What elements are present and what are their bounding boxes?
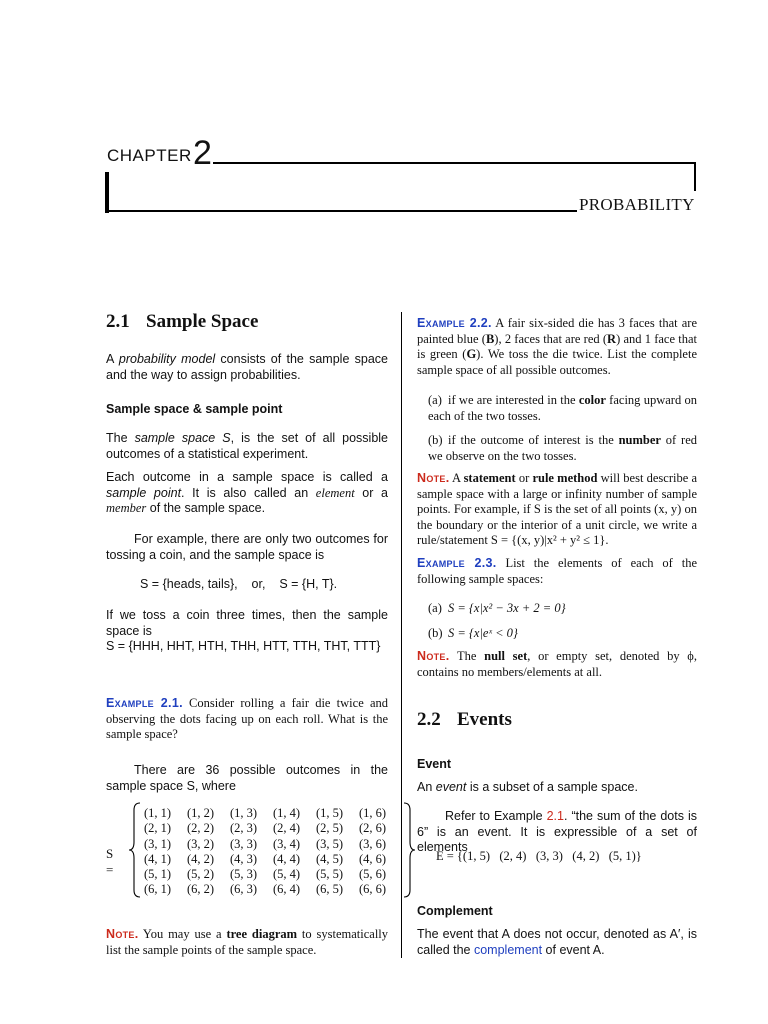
example-reference-link[interactable]: 2.1 <box>546 809 564 823</box>
intro-paragraph: A probability model consists of the sample space and the way to assign probabilities. <box>106 352 388 382</box>
matrix-cell: (3, 2) <box>187 836 215 851</box>
note-label: Note. <box>417 471 450 485</box>
matrix-cell: (6, 2) <box>187 882 215 897</box>
matrix-cell: (3, 3) <box>230 836 258 851</box>
example-2-2: Example 2.2. A fair six-sided die has 3 faces that are painted blue (B), 2 faces that are red (R) and 1 face that is green (G). We toss the die twice. List the complete sample space of all possible outcomes. <box>417 316 698 377</box>
matrix-cell: (3, 5) <box>316 836 344 851</box>
matrix-cell: (1, 4) <box>273 806 301 820</box>
matrix-cell: (6, 5) <box>316 882 344 897</box>
matrix-cell: (5, 6) <box>359 867 387 882</box>
chapter-rule-top <box>213 162 696 164</box>
matrix-cell: (4, 1) <box>144 851 172 866</box>
section-heading-2-1 <box>106 311 388 333</box>
three-toss-paragraph: If we toss a coin three times, then the sample space is <box>106 608 388 638</box>
matrix-cell: (5, 3) <box>230 867 258 882</box>
matrix-cell: (2, 2) <box>187 821 215 836</box>
matrix-cell: (4, 6) <box>359 851 387 866</box>
chapter-title: PROBABILITY <box>579 195 695 214</box>
three-toss-equation: S = {HHH, HHT, HTH, THH, HTT, TTH, THT, TTT} <box>106 639 381 653</box>
matrix-cell: (1, 1) <box>144 806 172 820</box>
complement-link[interactable]: complement <box>473 942 543 957</box>
answer-paragraph: There are 36 possible outcomes in the sample space S, where <box>106 763 388 793</box>
matrix-cell: (5, 5) <box>316 867 344 882</box>
section-heading-2-2 <box>417 709 697 731</box>
example-label: Example 2.1. <box>106 696 183 710</box>
example-2-3-a: (a) S = {x|x² − 3x + 2 = 0} <box>428 601 566 615</box>
example-label: Example 2.2. <box>417 316 492 330</box>
note-tree-diagram: Note. You may use a tree diagram to systematically list the sample points of the sample space. <box>106 927 389 957</box>
chapter-rule-left <box>105 172 109 213</box>
matrix-cell: (2, 5) <box>316 821 344 836</box>
right-brace-icon <box>402 802 416 898</box>
note-null-set: Note. The null set, or empty set, denoted by ϕ, contains no members/elements at all. <box>417 649 697 679</box>
matrix-cell: (5, 2) <box>187 867 215 882</box>
matrix-cell: (6, 1) <box>144 882 172 897</box>
matrix-cell: (1, 5) <box>316 806 344 820</box>
note-label: Note. <box>417 649 450 663</box>
matrix-cell: (2, 1) <box>144 821 172 836</box>
matrix-cell: (2, 6) <box>359 821 387 836</box>
section-title: Events <box>457 709 512 730</box>
matrix-cell: (2, 3) <box>230 821 258 836</box>
coin-equation: S = {heads, tails}, or, S = {H, T}. <box>140 577 338 591</box>
list-item-b: (b) if the outcome of interest is the number of red we observe on the two tosses. <box>428 433 698 463</box>
matrix-cell: (4, 4) <box>273 851 301 866</box>
matrix-cell: (3, 1) <box>144 836 172 851</box>
example-label: Example 2.3. <box>417 556 497 570</box>
example-2-3: Example 2.3. List the elements of each of the following sample spaces: <box>417 556 697 586</box>
list-item-a: (a) if we are interested in the color facing upward on each of the two tosses. <box>428 393 697 423</box>
subheading-event: Event <box>417 757 452 771</box>
note-rule-method: Note. A statement or rule method will best describe a sample space with a large or infinity number of sample points. For example, if S is the set of all points (x, y) on the boundary or the interior of a unit circle, we write a rule/statement S = {(x, y)|x² + y² ≤ 1}. <box>417 471 697 547</box>
matrix-cell: (4, 2) <box>187 851 215 866</box>
chapter-number: 2 <box>193 134 212 172</box>
complement-paragraph: The event that A does not occur, denoted as A′, is called the complement of event A. <box>417 927 697 957</box>
coin-paragraph: For example, there are only two outcomes for tossing a coin, and the sample space is <box>106 532 388 562</box>
matrix-cell: (1, 2) <box>187 806 215 820</box>
matrix-cell: (3, 6) <box>359 836 387 851</box>
section-title: Sample Space <box>146 311 259 332</box>
matrix-cell: (6, 4) <box>273 882 301 897</box>
matrix-grid <box>144 806 402 898</box>
chapter-rule-right <box>694 162 696 191</box>
matrix-label: S = <box>106 846 114 877</box>
matrix-cell: (1, 6) <box>359 806 387 820</box>
matrix-cell: (6, 3) <box>230 882 258 897</box>
matrix-cell: (1, 3) <box>230 806 258 820</box>
section-number: 2.1 <box>106 311 130 332</box>
matrix-cell: (4, 3) <box>230 851 258 866</box>
matrix-cell: (5, 1) <box>144 867 172 882</box>
event-equation: E = {(1, 5) (2, 4) (3, 3) (4, 2) (5, 1)} <box>436 849 642 863</box>
subheading-complement: Complement <box>417 904 493 918</box>
example-2-3-b: (b) S = {x|eˣ < 0} <box>428 626 518 640</box>
section-number: 2.2 <box>417 709 441 730</box>
refer-paragraph: Refer to Example 2.1. “the sum of the dots is 6” is an event. It is expressible of a set of elements <box>417 809 697 854</box>
matrix-cell: (3, 4) <box>273 836 301 851</box>
event-definition: An event is a subset of a sample space. <box>417 780 638 794</box>
note-label: Note. <box>106 927 139 941</box>
matrix-cell: (2, 4) <box>273 821 301 836</box>
matrix-cell: (6, 6) <box>359 882 387 897</box>
chapter-label: CHAPTER <box>107 146 192 165</box>
outcome-paragraph: Each outcome in a sample space is called a sample point. It is also called an element or a member of the sample space. <box>106 470 389 515</box>
example-2-1: Example 2.1. Consider rolling a fair die twice and observing the dots facing up on each roll. What is the sample space? <box>106 696 389 741</box>
matrix-cell: (5, 4) <box>273 867 301 882</box>
definition-paragraph: The sample space S, is the set of all possible outcomes of a statistical experiment. <box>106 431 388 461</box>
chapter-rule-bottom <box>105 210 577 212</box>
matrix-cell: (4, 5) <box>316 851 344 866</box>
left-brace-icon <box>128 802 142 898</box>
subheading-sample-space: Sample space & sample point <box>106 402 283 416</box>
